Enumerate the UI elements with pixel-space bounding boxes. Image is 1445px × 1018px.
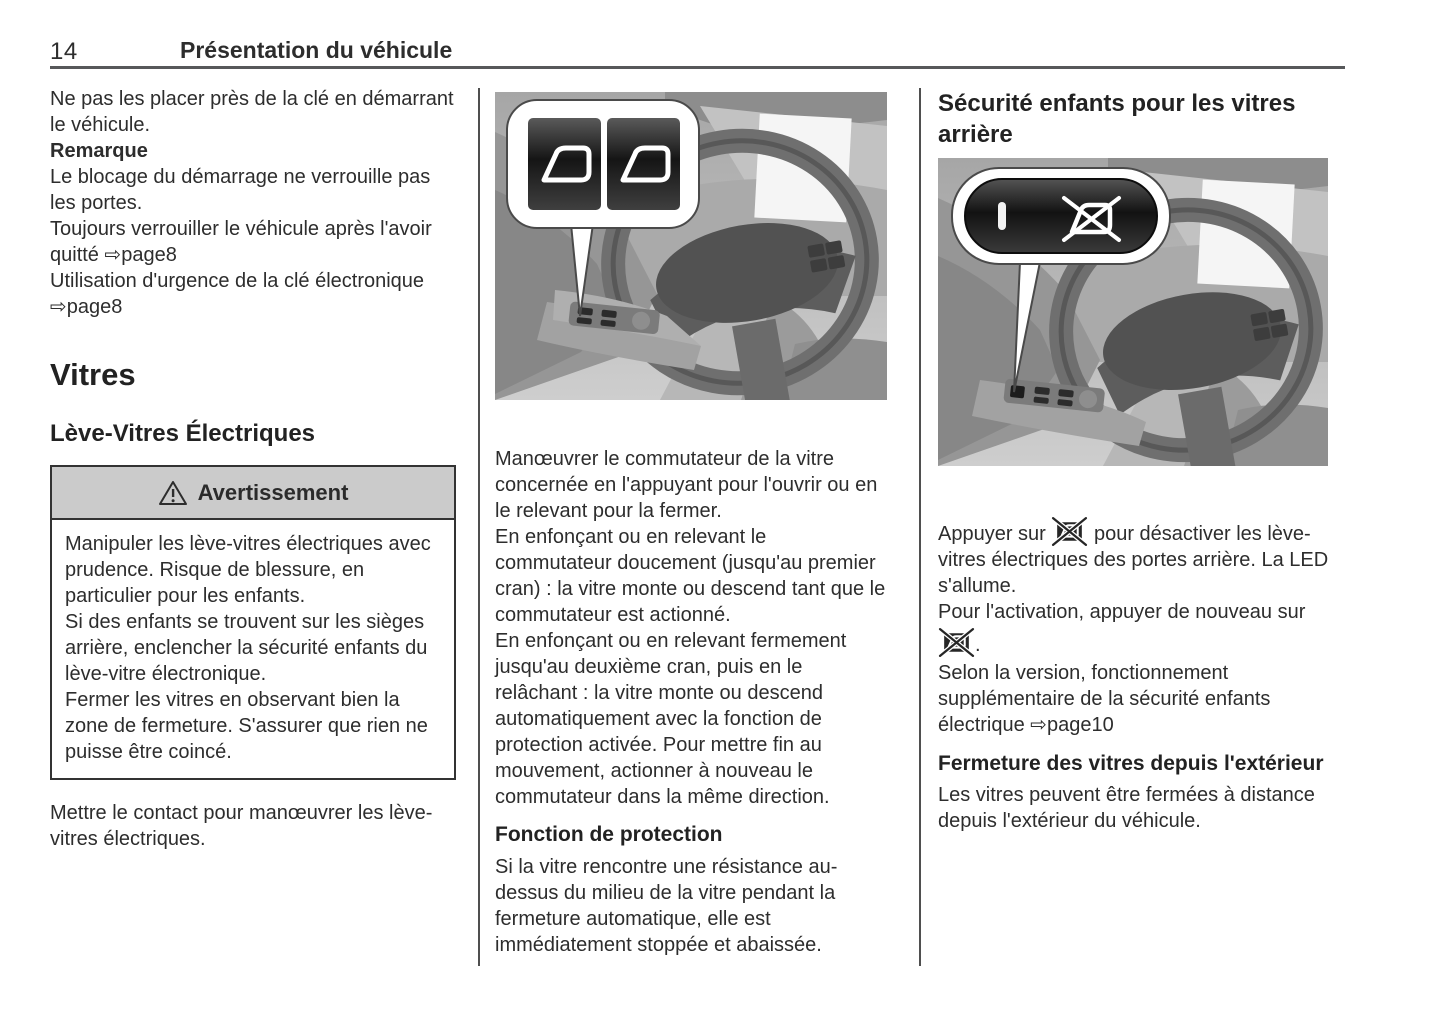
warning-paragraph: Manipuler les lève-vitres électriques avec prudence. Risque de blessure, en particulier pour les enfants. xyxy=(65,533,431,607)
rear-window-switch xyxy=(607,118,680,210)
paragraph-deactivate xyxy=(938,516,1340,599)
warning-title: Avertissement xyxy=(197,479,349,505)
child-lock-button xyxy=(965,179,1157,253)
led-indicator xyxy=(998,202,1006,230)
version-text: Selon la version, fonctionnement supplémentaire de la sécurité enfants électrique xyxy=(938,662,1271,736)
column-divider xyxy=(919,88,921,966)
warning-paragraph: Si des enfants se trouvent sur les sièges arrière, enclencher la sécurité enfants du lève-vitre électronique. xyxy=(65,611,428,685)
heading-closing-outside: Fermeture des vitres depuis l'extérieur xyxy=(938,752,1324,775)
warning-paragraph: Fermer les vitres en observant bien la zone de fermeture. S'assurer que rien ne puisse être coincé. xyxy=(65,689,428,763)
chapter-title: Présentation du véhicule xyxy=(180,37,453,63)
car-interior-window-switches-image xyxy=(495,92,887,400)
paragraph-first-detent: En enfonçant ou en relevant le commutateur doucement (jusqu'au premier cran) : la vitre monte ou descend tant que le commutateur est actionné. xyxy=(495,526,886,626)
child-lock-switch xyxy=(1010,385,1025,398)
header-rule xyxy=(50,66,1345,69)
right-column xyxy=(938,88,1340,834)
deactivate-text-after: pour désactiver les lève-vitres électriques des portes arrière. La LED s'allume. xyxy=(938,523,1329,597)
paragraph-operate-switch: Manœuvrer le commutateur de la vitre concernée en l'appuyant pour l'ouvrir ou en le relevant pour la fermer. xyxy=(495,448,878,522)
column-divider xyxy=(478,88,480,966)
window-switches-illustration xyxy=(495,92,887,400)
paragraph-version xyxy=(938,660,1340,738)
front-window-switch xyxy=(528,118,601,210)
paragraph-activate: Pour l'activation, appuyer de nouveau sur xyxy=(938,601,1306,623)
warning-body xyxy=(52,520,454,778)
heading-protection-function: Fonction de protection xyxy=(495,823,723,846)
note-label: Remarque xyxy=(50,140,148,162)
page-ref-link[interactable]: ⇨page10 xyxy=(1030,714,1114,736)
warning-box xyxy=(50,465,456,780)
page-number: 14 xyxy=(50,38,78,65)
middle-text-block xyxy=(495,446,887,958)
page-ref-link[interactable]: ⇨page8 xyxy=(104,244,177,266)
activate-punct: . xyxy=(975,634,981,656)
paragraph-emergency-key xyxy=(50,268,456,320)
section-title-vitres: Vitres xyxy=(50,357,136,392)
child-lock-window-icon xyxy=(938,627,975,658)
child-lock-illustration xyxy=(938,158,1328,466)
subsection-title-leve-vitres: Lève-Vitres Électriques xyxy=(50,420,316,447)
paragraph-lock-after-leaving xyxy=(50,216,456,268)
paragraph-protection-body: Si la vitre rencontre une résistance au-dessus du milieu de la vitre pendant la fermeture automatique, elle est immédiatement stoppée et abaissée. xyxy=(495,856,838,956)
paragraph-closing-body: Les vitres peuvent être fermées à distance depuis l'extérieur du véhicule. xyxy=(938,784,1315,832)
paragraph-note-body: Le blocage du démarrage ne verrouille pas les portes. xyxy=(50,166,431,214)
paragraph-key-note: Ne pas les placer près de la clé en démarrant le véhicule. xyxy=(50,88,454,136)
deactivate-text-before: Appuyer sur xyxy=(938,523,1052,545)
car-interior-child-lock-image xyxy=(938,158,1328,466)
paragraph-ignition-note: Mettre le contact pour manœuvrer les lève-vitres électriques. xyxy=(50,802,433,850)
right-text-block xyxy=(938,516,1340,834)
paragraph-second-detent: En enfonçant ou en relevant fermement jusqu'au deuxième cran, puis en le relâchant : la vitre monte ou descend automatiquement avec la fonction de protection activée. Pour mettre fin au mouvement, actionner à nouveau le commutateur dans la même direction. xyxy=(495,630,847,808)
left-column xyxy=(50,86,456,852)
paragraph-activate-icon xyxy=(938,627,1340,658)
section-title-child-safety: Sécurité enfants pour les vitres arrière xyxy=(938,90,1296,148)
emergency-text: Utilisation d'urgence de la clé électronique xyxy=(50,270,425,292)
middle-column xyxy=(495,92,887,958)
page-ref-link[interactable]: ⇨page8 xyxy=(50,296,123,318)
child-lock-window-icon xyxy=(1051,516,1088,547)
warning-triangle-icon xyxy=(158,480,188,506)
warning-header xyxy=(52,467,454,520)
lock-text: Toujours verrouiller le véhicule après l'avoir quitté xyxy=(50,218,432,266)
